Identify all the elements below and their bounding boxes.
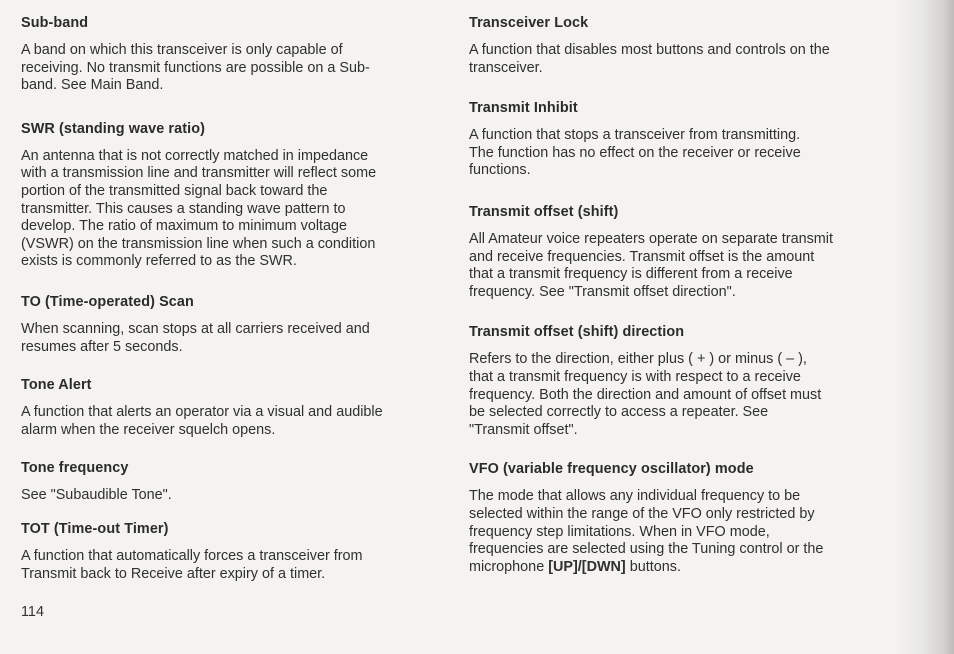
glossary-entry — [21, 520, 421, 583]
glossary-entry — [469, 14, 889, 77]
definition-text: buttons. — [625, 558, 681, 575]
page-edge-shadow — [896, 0, 954, 654]
glossary-term: Sub-band — [21, 15, 89, 31]
glossary-entry — [21, 120, 421, 271]
glossary-term: Tone Alert — [21, 377, 92, 394]
glossary-definition: A function that alerts an operator via a visual and audible alarm when the receiver squelch opens. — [21, 404, 383, 438]
glossary-definition: A band on which this transceiver is only capable of receiving. No transmit functions are possible on a Sub- band. See Main Band. — [21, 42, 370, 94]
page-number: 114 — [21, 604, 44, 620]
glossary-definition: See "Subaudible Tone". — [21, 487, 172, 504]
right-column — [469, 14, 889, 576]
glossary-term: Transmit offset (shift) direction — [469, 324, 685, 341]
glossary-entry — [469, 323, 889, 439]
glossary-entry — [21, 14, 421, 95]
glossary-definition: A function that disables most buttons and controls on the transceiver. — [469, 42, 830, 76]
glossary-definition: Refers to the direction, either plus ( + ) or minus ( – ), that a transmit frequency is with respect to a receive frequency. Both the direction and amount of offset must be selected correctly to access a repeater. See "Transmit offset". — [469, 351, 822, 438]
left-column — [21, 14, 421, 583]
glossary-definition: When scanning, scan stops at all carriers received and resumes after 5 seconds. — [21, 320, 370, 355]
glossary-term: TO (Time-operated) Scan — [21, 293, 194, 310]
key-label: [UP]/[DWN] — [548, 558, 626, 575]
glossary-entry — [469, 203, 889, 301]
glossary-definition: A function that stops a transceiver from transmitting. The function has no effect on the receiver or receive functions. — [469, 127, 801, 179]
glossary-entry — [21, 376, 421, 439]
definition-text: The mode that allows any individual frequency to be selected within the range of the VFO only restricted by frequency step limitations. When in VFO mode, frequencies are selected using the Tuning control or the microphone — [469, 488, 824, 575]
glossary-entry — [21, 459, 421, 505]
glossary-entry — [469, 99, 889, 180]
glossary-definition: A function that automatically forces a transceiver from Transmit back to Receive after expiry of a timer. — [21, 547, 363, 582]
glossary-term: Transmit Inhibit — [469, 100, 578, 117]
glossary-term: TOT (Time-out Timer) — [21, 520, 169, 537]
glossary-term: Tone frequency — [21, 460, 129, 477]
glossary-term: Transmit offset (shift) — [469, 203, 619, 220]
glossary-term: Transceiver Lock — [469, 15, 589, 31]
glossary-definition: An antenna that is not correctly matched in impedance with a transmission line and transmitter will reflect some portion of the transmitted signal back toward the transmitter. This causes a standing wave pattern to develop. The ratio of maximum to minimum voltage (VSWR) on the transmission line when such a condition exists is commonly referred to as the SWR. — [21, 147, 377, 270]
glossary-definition: All Amateur voice repeaters operate on separate transmit and receive frequencies. Transmit offset is the amount that a transmit frequency is different from a receive frequency. See "Transmit offset direction". — [469, 230, 833, 300]
glossary-term: SWR (standing wave ratio) — [21, 120, 205, 137]
glossary-entry — [469, 460, 889, 576]
glossary-entry — [21, 293, 421, 356]
glossary-term: VFO (variable frequency oscillator) mode — [469, 461, 754, 478]
glossary-definition — [469, 488, 889, 576]
